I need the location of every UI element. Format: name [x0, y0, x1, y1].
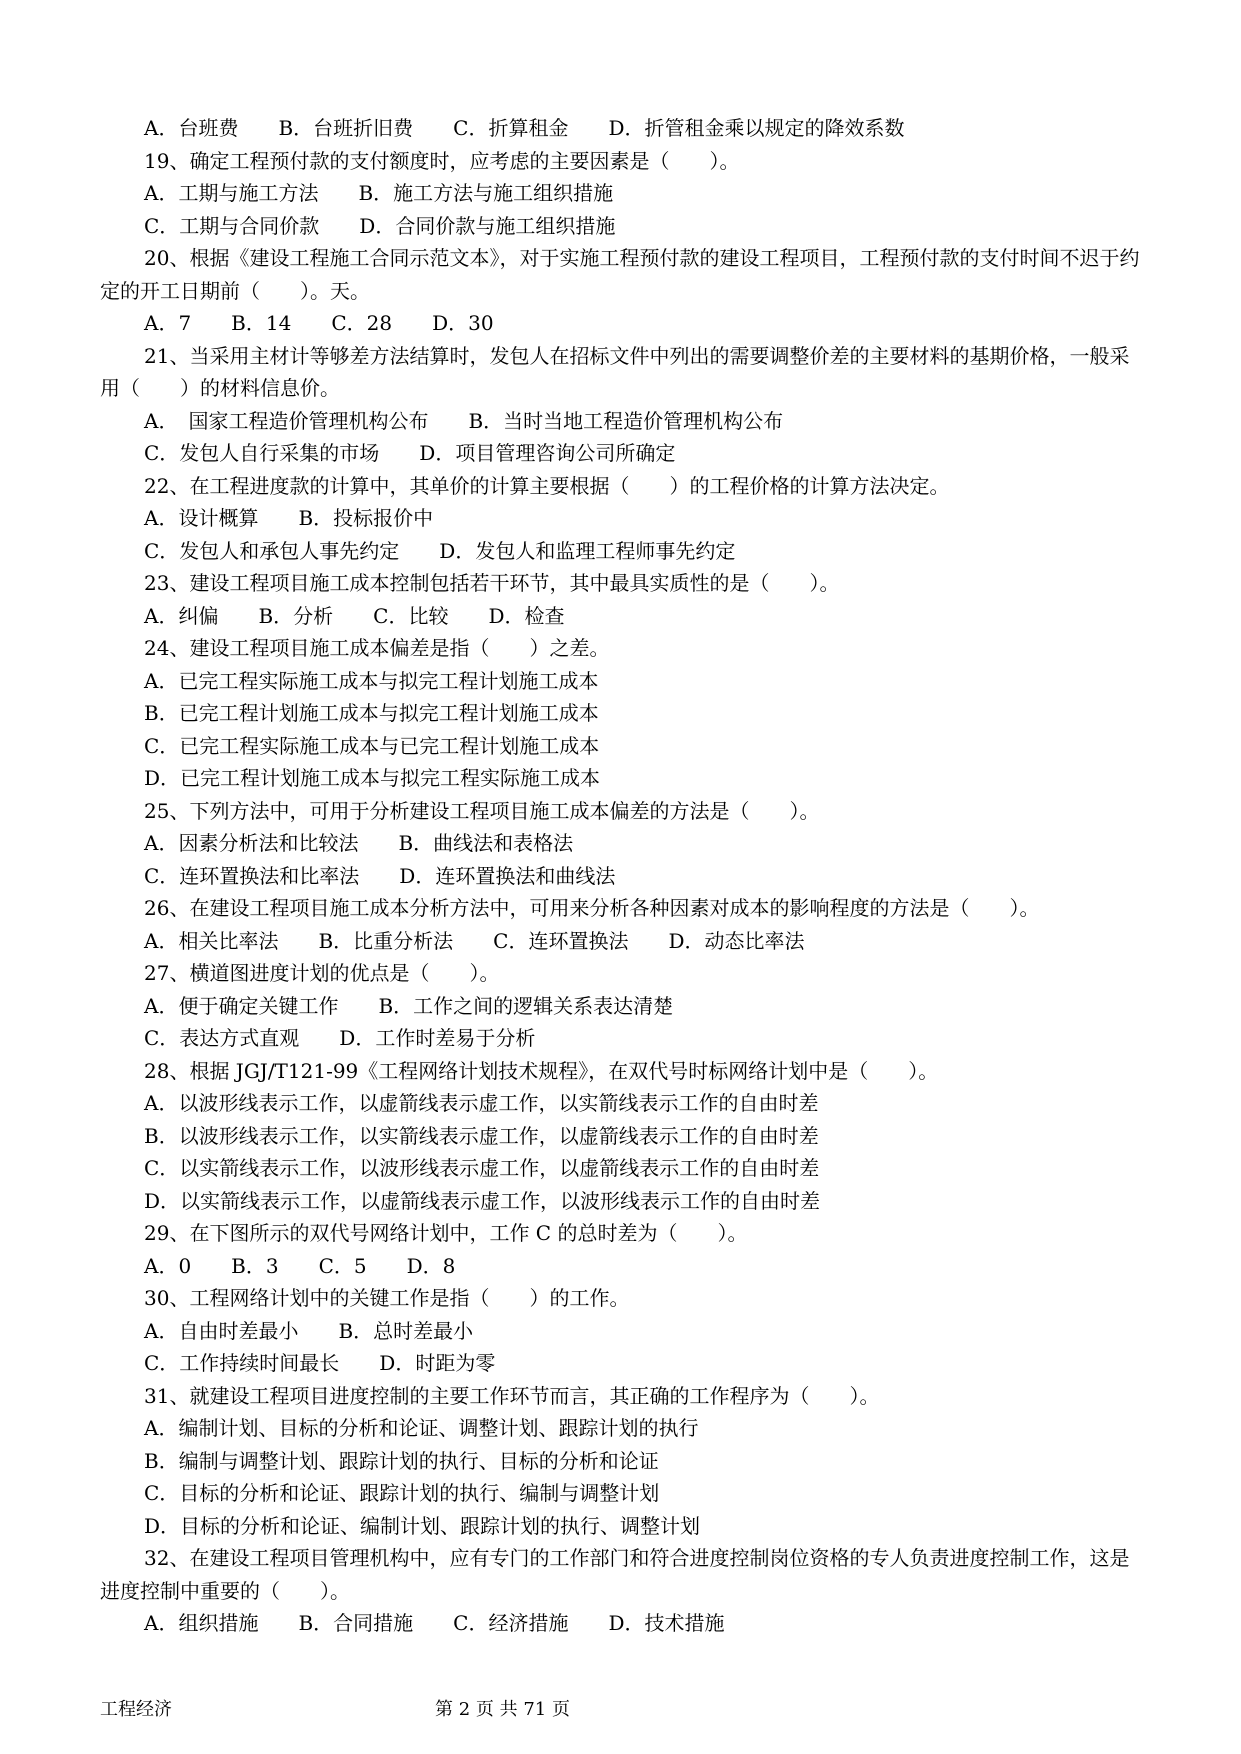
option-line: A．已完工程实际施工成本与拟完工程计划施工成本 [144, 668, 599, 693]
option-line: C．已完工程实际施工成本与已完工程计划施工成本 [144, 733, 600, 758]
document-body [100, 112, 1145, 1640]
option-line: C．发包人和承包人事先约定 D．发包人和监理工程师事先约定 [144, 538, 736, 563]
option-line: A．因素分析法和比较法 B．曲线法和表格法 [144, 831, 574, 855]
option-line: B．已完工程计划施工成本与拟完工程计划施工成本 [144, 701, 599, 725]
option-line: A．编制计划、目标的分析和论证、调整计划、跟踪计划的执行 [144, 1416, 699, 1440]
option-line: C．以实箭线表示工作，以波形线表示虚工作，以虚箭线表示工作的自由时差 [144, 1156, 820, 1180]
question-28: 28、根据 JGJ/T121-99《工程网络计划技术规程》，在双代号时标网络计划中是（ ）。 [144, 1058, 939, 1083]
option-line: D．以实箭线表示工作，以虚箭线表示虚工作，以波形线表示工作的自由时差 [144, 1188, 821, 1213]
question-22: 22、在工程进度款的计算中，其单价的计算主要根据（ ）的工程价格的计算方法决定。 [144, 473, 950, 498]
question-32: 32、在建设工程项目管理机构中，应有专门的工作部门和符合进度控制岗位资格的专人负责进度控制工作，这是进度控制中重要的（ ）。 [100, 1546, 1130, 1603]
question-29: 29、在下图所示的双代号网络计划中，工作 C 的总时差为（ ）。 [144, 1221, 748, 1245]
question-20: 20、根据《建设工程施工合同示范文本》，对于实施工程预付款的建设工程项目，工程预付款的支付时间不迟于约定的开工日期前（ ）。天。 [100, 246, 1140, 303]
footer-subject: 工程经济 [100, 1699, 172, 1720]
option-line: A．组织措施 B．合同措施 C．经济措施 D．技术措施 [144, 1611, 725, 1635]
option-line: A．纠偏 B．分析 C．比较 D．检查 [144, 603, 565, 628]
option-line: B．编制与调整计划、跟踪计划的执行、目标的分析和论证 [144, 1448, 659, 1473]
question-26: 26、在建设工程项目施工成本分析方法中，可用来分析各种因素对成本的影响程度的方法是（ ）。 [144, 896, 1040, 920]
option-line: A．相关比率法 B．比重分析法 C．连环置换法 D．动态比率法 [144, 928, 805, 953]
option-line: A．台班费 B．台班折旧费 C．折算租金 D．折管租金乘以规定的降效系数 [144, 116, 905, 140]
option-line: C．工作持续时间最长 D．时距为零 [144, 1351, 496, 1375]
option-line: A． 国家工程造价管理机构公布 B．当时当地工程造价管理机构公布 [144, 408, 784, 433]
question-30: 30、工程网络计划中的关键工作是指（ ）的工作。 [144, 1286, 630, 1310]
option-line: A．0 B．3 C．5 D．8 [144, 1253, 456, 1278]
question-19: 19、确定工程预付款的支付额度时，应考虑的主要因素是（ ）。 [144, 148, 740, 173]
option-line: A．7 B．14 C．28 D．30 [144, 311, 494, 335]
page-number: 第 2 页 共 71 页 [435, 1699, 570, 1720]
option-line: B．以波形线表示工作，以实箭线表示虚工作，以虚箭线表示工作的自由时差 [144, 1123, 819, 1148]
option-line: D．已完工程计划施工成本与拟完工程实际施工成本 [144, 766, 601, 790]
option-line: C．发包人自行采集的市场 D．项目管理咨询公司所确定 [144, 441, 676, 465]
option-line: C．目标的分析和论证、跟踪计划的执行、编制与调整计划 [144, 1481, 660, 1505]
option-line: C．工期与合同价款 D．合同价款与施工组织措施 [144, 213, 616, 238]
question-27: 27、横道图进度计划的优点是（ ）。 [144, 961, 500, 985]
option-line: A．自由时差最小 B．总时差最小 [144, 1318, 474, 1343]
question-24: 24、建设工程项目施工成本偏差是指（ ）之差。 [144, 636, 610, 660]
option-line: C．连环置换法和比率法 D．连环置换法和曲线法 [144, 863, 616, 888]
option-line: D．目标的分析和论证、编制计划、跟踪计划的执行、调整计划 [144, 1513, 701, 1538]
option-line: A．工期与施工方法 B．施工方法与施工组织措施 [144, 181, 614, 205]
question-31: 31、就建设工程项目进度控制的主要工作环节而言，其正确的工作程序为（ ）。 [144, 1383, 880, 1408]
question-23: 23、建设工程项目施工成本控制包括若干环节，其中最具实质性的是（ ）。 [144, 571, 840, 595]
question-21: 21、当采用主材计等够差方法结算时，发包人在招标文件中列出的需要调整价差的主要材料的基期价格，一般采用（ ）的材料信息价。 [100, 343, 1130, 400]
option-line: A．设计概算 B．投标报价中 [144, 506, 434, 530]
option-line: A．便于确定关键工作 B．工作之间的逻辑关系表达清楚 [144, 993, 674, 1018]
option-line: A．以波形线表示工作，以虚箭线表示虚工作，以实箭线表示工作的自由时差 [144, 1091, 819, 1115]
option-line: C．表达方式直观 D．工作时差易于分析 [144, 1026, 536, 1050]
question-25: 25、下列方法中，可用于分析建设工程项目施工成本偏差的方法是（ ）。 [144, 798, 820, 823]
